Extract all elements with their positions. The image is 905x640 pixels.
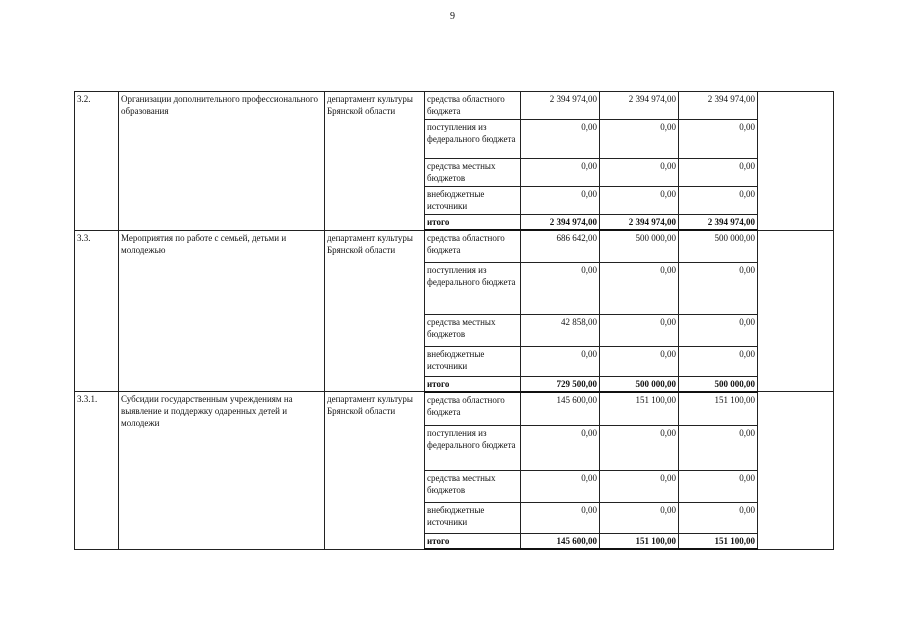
value-cell: 2 394 974,00 (600, 92, 679, 120)
value-cell: 0,00 (521, 471, 600, 503)
value-cell: 0,00 (679, 346, 758, 376)
value-cell: 0,00 (600, 187, 679, 215)
empty-cell (758, 392, 834, 550)
empty-cell (758, 230, 834, 392)
value-cell: 500 000,00 (679, 230, 758, 262)
value-cell: 0,00 (600, 346, 679, 376)
total-cell: 729 500,00 (521, 376, 600, 392)
funding-source: внебюджетные источники (425, 346, 521, 376)
row-name: Мероприятия по работе с семьей, детьми и молодежью (119, 230, 325, 392)
value-cell: 0,00 (521, 262, 600, 314)
row-code: 3.3. (75, 230, 119, 392)
value-cell: 0,00 (600, 314, 679, 346)
funding-source: средства областного бюджета (425, 92, 521, 120)
total-cell: 2 394 974,00 (521, 215, 600, 231)
table-row (75, 230, 834, 262)
funding-source-total: итого (425, 534, 521, 550)
value-cell: 0,00 (679, 503, 758, 534)
funding-source: средства областного бюджета (425, 392, 521, 426)
total-cell: 145 600,00 (521, 534, 600, 550)
funding-source: средства местных бюджетов (425, 314, 521, 346)
value-cell: 145 600,00 (521, 392, 600, 426)
funding-source: внебюджетные источники (425, 503, 521, 534)
table-row (75, 92, 834, 120)
funding-source: средства местных бюджетов (425, 159, 521, 187)
page-number: 9 (450, 11, 455, 22)
value-cell: 151 100,00 (600, 392, 679, 426)
budget-table-body (75, 92, 834, 550)
total-cell: 151 100,00 (600, 534, 679, 550)
value-cell: 0,00 (600, 471, 679, 503)
budget-table (74, 91, 834, 550)
total-cell: 500 000,00 (600, 376, 679, 392)
value-cell: 2 394 974,00 (679, 92, 758, 120)
funding-source: поступления из федерального бюджета (425, 426, 521, 471)
value-cell: 0,00 (679, 426, 758, 471)
value-cell: 0,00 (521, 120, 600, 159)
row-executor: департамент культуры Брянской области (325, 92, 425, 231)
value-cell: 151 100,00 (679, 392, 758, 426)
empty-cell (758, 92, 834, 231)
row-code: 3.2. (75, 92, 119, 231)
value-cell: 0,00 (600, 503, 679, 534)
funding-source-total: итого (425, 376, 521, 392)
funding-source: средства областного бюджета (425, 230, 521, 262)
funding-source-total: итого (425, 215, 521, 231)
total-cell: 2 394 974,00 (600, 215, 679, 231)
funding-source: поступления из федерального бюджета (425, 120, 521, 159)
row-name: Субсидии государственным учреждениям на выявление и поддержку одаренных детей и молодежи (119, 392, 325, 550)
funding-source: поступления из федерального бюджета (425, 262, 521, 314)
value-cell: 0,00 (521, 426, 600, 471)
value-cell: 500 000,00 (600, 230, 679, 262)
value-cell: 0,00 (679, 120, 758, 159)
value-cell: 0,00 (600, 120, 679, 159)
funding-source: внебюджетные источники (425, 187, 521, 215)
value-cell: 0,00 (521, 503, 600, 534)
value-cell: 0,00 (679, 314, 758, 346)
funding-source: средства местных бюджетов (425, 471, 521, 503)
row-executor: департамент культуры Брянской области (325, 392, 425, 550)
row-executor: департамент культуры Брянской области (325, 230, 425, 392)
value-cell: 0,00 (600, 426, 679, 471)
value-cell: 0,00 (521, 187, 600, 215)
value-cell: 0,00 (600, 262, 679, 314)
value-cell: 0,00 (521, 346, 600, 376)
value-cell: 2 394 974,00 (521, 92, 600, 120)
total-cell: 151 100,00 (679, 534, 758, 550)
value-cell: 0,00 (679, 471, 758, 503)
total-cell: 2 394 974,00 (679, 215, 758, 231)
total-cell: 500 000,00 (679, 376, 758, 392)
value-cell: 686 642,00 (521, 230, 600, 262)
value-cell: 0,00 (679, 187, 758, 215)
row-name: Организации дополнительного профессионального образования (119, 92, 325, 231)
value-cell: 0,00 (679, 262, 758, 314)
row-code: 3.3.1. (75, 392, 119, 550)
value-cell: 0,00 (521, 159, 600, 187)
value-cell: 0,00 (679, 159, 758, 187)
value-cell: 0,00 (600, 159, 679, 187)
value-cell: 42 858,00 (521, 314, 600, 346)
table-row (75, 392, 834, 426)
